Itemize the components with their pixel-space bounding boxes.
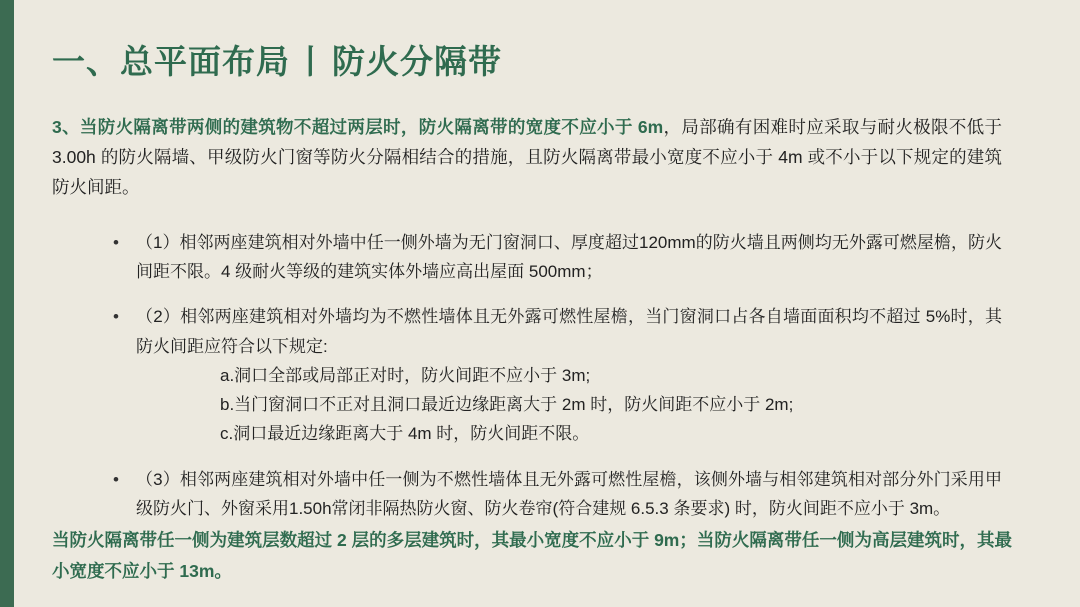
sub-line-b: b.当门窗洞口不正对且洞口最近边缘距离大于 2m 时，防火间距不应小于 2m; <box>220 395 794 415</box>
list-item <box>52 302 1002 448</box>
list-item-main-text: （2）相邻两座建筑相对外墙均为不燃性墙体且无外露可燃性屋檐，当门窗洞口占各自墙面面积均不超过 5%时，其防火间距应符合以下规定: <box>136 307 1002 356</box>
page-title-prefix: 一、总平面布局 <box>52 43 290 80</box>
left-accent-bar <box>0 0 14 607</box>
paragraph-highlight: 当防火隔离带两侧的建筑物不超过两层时，防火隔离带的宽度不应小于 6m <box>79 116 664 137</box>
paragraph-intro <box>52 82 1002 202</box>
bullet-marker-icon: • <box>113 307 119 327</box>
bullet-marker-icon: • <box>113 469 119 489</box>
bullet-list <box>52 228 1002 523</box>
list-item <box>52 465 1002 523</box>
page-title-divider: 丨 <box>294 43 328 80</box>
list-item-text <box>136 302 1002 448</box>
sub-line-c: c.洞口最近边缘距离大于 4m 时，防火间距不限。 <box>220 424 590 444</box>
slide-content <box>52 0 1052 607</box>
paragraph-rest: ，局部确有困难时应采取与耐火极限不低于 3.00h 的防火隔墙、甲级防火门窗等防火分隔相结合的措施，且防火隔离带最小宽度不应小于 4m 或不小于以下规定的建筑防火间距。 <box>52 116 1003 197</box>
sub-line-a: a.洞口全部或局部正对时，防火间距不应小于 3m; <box>220 365 591 385</box>
bullet-marker-icon: • <box>113 232 119 252</box>
list-item <box>52 228 1002 286</box>
page-title <box>52 0 1052 82</box>
footer-note: 当防火隔离带任一侧为建筑层数超过 2 层的多层建筑时，其最小宽度不应小于 9m；当防火隔离带任一侧为高层建筑时，其最小宽度不应小于 13m。 <box>52 530 1012 581</box>
page-title-suffix: 防火分隔带 <box>332 43 502 80</box>
paragraph-number: 3、 <box>52 116 80 137</box>
list-item-text: （1）相邻两座建筑相对外墙中任一侧外墙为无门窗洞口、厚度超过120mm的防火墙且两侧均无外露可燃屋檐，防火间距不限。4 级耐火等级的建筑实体外墙应高出屋面 500mm； <box>136 232 1002 282</box>
list-item-text: （3）相邻两座建筑相对外墙中任一侧为不燃性墙体且无外露可燃性屋檐，该侧外墙与相邻建筑相对部分外门采用甲级防火门、外窗采用1.50h常闭非隔热防火窗、防火卷帘(符合建规 6.5.3 条要求) 时，防火间距不应小于 3m。 <box>136 469 1002 518</box>
